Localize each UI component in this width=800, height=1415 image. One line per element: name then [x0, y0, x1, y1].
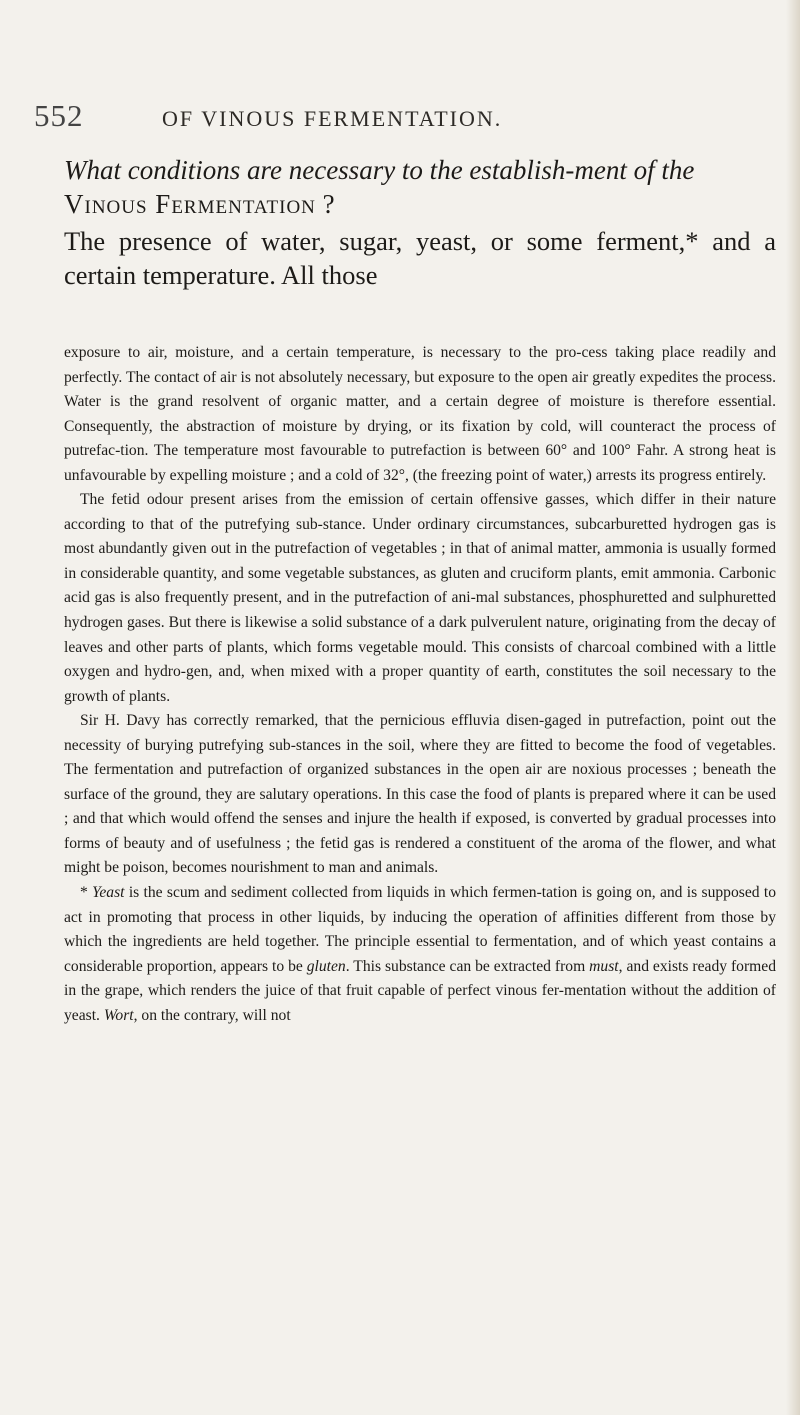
footnote-term-wort: Wort [103, 1006, 134, 1024]
footnote-text-4: , on the contrary, will not [133, 1006, 291, 1024]
paragraph-1: exposure to air, moisture, and a certain temperature, is necessary to the pro-cess taking place readily and perfectly. The contact of air is not absolutely necessary, but exposure to the open air greatly expedites the process. Water is the grand resolvent of organic matter, and a certain degree of moisture is therefore essential. Consequently, the abstraction of moisture by drying, or its fixation by cold, will counteract the process of putrefac-tion. The temperature most favourable to putrefaction is between 60° and 100° Fahr. A strong heat is unfavourable by expelling moisture ; and a cold of 32°, (the freezing point of water,) arrests its progress entirely. [64, 344, 776, 484]
footnote-term-gluten: gluten [306, 957, 346, 975]
body-text [64, 341, 776, 1028]
running-title: OF VINOUS FERMENTATION. [162, 106, 503, 131]
footnote-text-3: , and exists ready formed in the grape, which renders the juice of that fruit capable of perfect vinous fer-mentation without the addition of yeast. [64, 957, 777, 1024]
footnote [64, 881, 776, 1028]
page-header [34, 98, 774, 138]
footnote-term-yeast: Yeast [92, 884, 125, 902]
footnote-mark: * [80, 884, 93, 902]
answer-text: The presence of water, sugar, yeast, or some ferment,* and a certain temperature. All those [64, 226, 776, 290]
page-edge-shadow [786, 0, 800, 1415]
paragraph-2: The fetid odour present arises from the emission of certain offensive gasses, which differ in their nature according to that of the putrefying sub-stance. Under ordinary circumstances, subcarburetted hydrogen gas is most abundantly given out in the putrefaction of vegetables ; in that of animal matter, ammonia is usually formed in considerable quantity, and some vegetable substances, as gluten and cruciform plants, emit ammonia. Carbonic acid gas is also frequently present, and in the putrefaction of ani-mal substances, phosphuretted and sulphuretted hydrogen gases. But there is likewise a solid substance of a dark pulverulent nature, originating from the decay of leaves and other parts of plants, which forms vegetable mould. This consists of charcoal combined with a little oxygen and hydro-gen, and, when mixed with a proper quantity of earth, constitutes the soil necessary to the growth of plants. [64, 491, 776, 705]
footnote-text-2: . This substance can be extracted from [345, 957, 590, 975]
page-number: 552 [34, 98, 84, 133]
question-text-italic: What conditions are necessary to the establish-ment of the [64, 155, 695, 185]
footnote-text-1: is the scum and sediment collected from liquids in which fermen-tation is going on, and is supposed to act in promoting that process in other liquids, by inducing the operation of affinities different from those by which the ingredients are held together. The principle essential to fermentation, and of which yeast contains a considerable proportion, appears to be [64, 884, 777, 975]
question-topic: Vinous Fermentation [64, 189, 316, 219]
paragraph-3: Sir H. Davy has correctly remarked, that the pernicious effluvia disen-gaged in putrefaction, point out the necessity of burying putrefying sub-stances in the soil, where they are fitted to become the food of vegetables. The fermentation and putrefaction of organized substances in the open air are noxious processes ; beneath the surface of the ground, they are salutary operations. In this case the food of plants is prepared where it can be used ; and that which would offend the senses and injure the health if exposed, is converted by gradual processes into forms of beauty and of usefulness ; the fetid gas is rendered a constituent of the aroma of the flower, and what might be poison, becomes nourishment to man and animals. [64, 712, 776, 877]
question-heading [64, 153, 764, 221]
question-mark: ? [322, 189, 335, 219]
footnote-term-must: must [589, 957, 619, 975]
